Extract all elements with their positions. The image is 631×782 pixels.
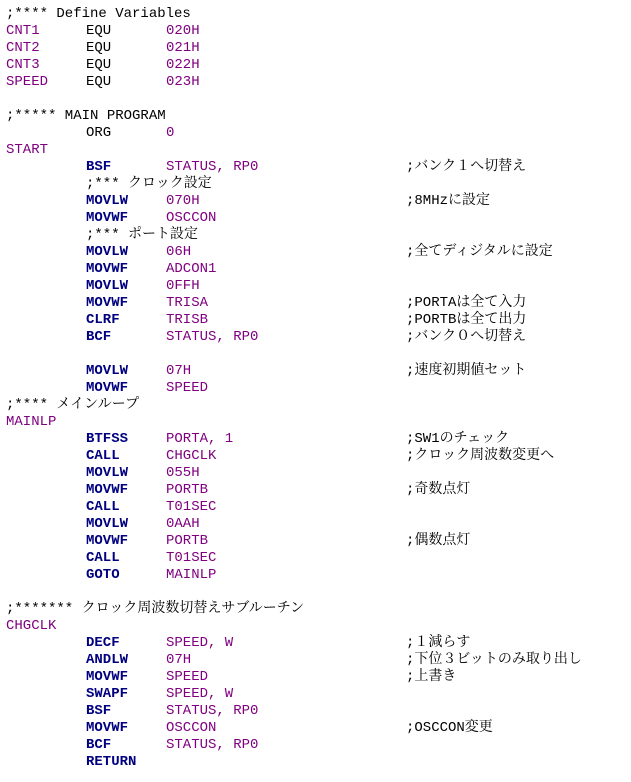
code-operand: 0: [166, 125, 175, 141]
code-opcode: BSF: [86, 159, 112, 175]
code-operand: SPEED: [166, 669, 209, 685]
code-opcode: CLRF: [86, 312, 120, 328]
code-operand: OSCCON: [166, 720, 217, 736]
code-operand: 020H: [166, 23, 200, 39]
code-operand: 06H: [166, 244, 192, 260]
code-label: SPEED: [6, 74, 49, 90]
code-label: START: [6, 142, 49, 158]
code-comment: ;１減らす: [406, 635, 471, 651]
code-opcode: MOVWF: [86, 533, 129, 549]
code-opcode: MOVLW: [86, 465, 129, 481]
code-operand: 0FFH: [166, 278, 200, 294]
code-opcode: MOVLW: [86, 516, 129, 532]
code-operand: 0AAH: [166, 516, 200, 532]
code-opcode: BCF: [86, 329, 112, 345]
code-opcode: ORG: [86, 125, 112, 141]
code-operand: STATUS, RP0: [166, 159, 259, 175]
code-operand: 070H: [166, 193, 200, 209]
code-opcode: ANDLW: [86, 652, 129, 668]
code-opcode: MOVWF: [86, 380, 129, 396]
code-operand: CHGCLK: [166, 448, 217, 464]
code-comment: ;PORTAは全て入力: [406, 295, 527, 311]
section-comment: ;**** Define Variables: [6, 6, 191, 22]
section-comment: ;***** MAIN PROGRAM: [6, 108, 166, 124]
code-opcode: CALL: [86, 448, 120, 464]
code-opcode: SWAPF: [86, 686, 129, 702]
code-comment: ;上書き: [406, 669, 457, 685]
code-opcode: MOVWF: [86, 295, 129, 311]
code-operand: SPEED, W: [166, 686, 234, 702]
code-label: CHGCLK: [6, 618, 57, 634]
code-comment: ;SW1のチェック: [406, 431, 510, 447]
code-operand: PORTA, 1: [166, 431, 234, 447]
indented-comment: ;*** ポート設定: [86, 227, 199, 243]
code-opcode: BSF: [86, 703, 112, 719]
code-opcode: DECF: [86, 635, 120, 651]
code-opcode: BTFSS: [86, 431, 129, 447]
code-opcode: MOVWF: [86, 669, 129, 685]
code-opcode: MOVLW: [86, 244, 129, 260]
code-comment: ;クロック周波数変更へ: [406, 448, 555, 464]
indented-comment: ;*** クロック設定: [86, 176, 212, 192]
code-comment: ;バンク１へ切替え: [406, 159, 527, 175]
code-operand: 07H: [166, 652, 192, 668]
code-operand: 07H: [166, 363, 192, 379]
code-opcode: BCF: [86, 737, 112, 753]
code-label: CNT2: [6, 40, 40, 56]
code-operand: SPEED, W: [166, 635, 234, 651]
code-opcode: MOVLW: [86, 193, 129, 209]
code-operand: TRISB: [166, 312, 209, 328]
code-operand: OSCCON: [166, 210, 217, 226]
code-comment: ;バンク０へ切替え: [406, 329, 527, 345]
code-operand: SPEED: [166, 380, 209, 396]
code-opcode: MOVLW: [86, 278, 129, 294]
code-opcode: MOVLW: [86, 363, 129, 379]
code-operand: 021H: [166, 40, 200, 56]
code-opcode: MOVWF: [86, 210, 129, 226]
code-operand: PORTB: [166, 533, 209, 549]
code-opcode: MOVWF: [86, 720, 129, 736]
code-opcode: RETURN: [86, 754, 137, 770]
code-label: MAINLP: [6, 414, 57, 430]
code-comment: ;全てディジタルに設定: [406, 244, 553, 260]
section-comment: ;**** メインループ: [6, 397, 140, 413]
code-comment: ;偶数点灯: [406, 533, 471, 549]
code-operand: PORTB: [166, 482, 209, 498]
code-label: CNT3: [6, 57, 40, 73]
code-operand: T01SEC: [166, 499, 217, 515]
code-comment: ;奇数点灯: [406, 482, 471, 498]
code-opcode: EQU: [86, 23, 112, 39]
code-opcode: GOTO: [86, 567, 120, 583]
code-comment: ;速度初期値セット: [406, 363, 527, 379]
code-operand: STATUS, RP0: [166, 703, 259, 719]
code-operand: STATUS, RP0: [166, 737, 259, 753]
code-opcode: EQU: [86, 74, 112, 90]
code-opcode: MOVWF: [86, 482, 129, 498]
code-label: CNT1: [6, 23, 40, 39]
code-comment: ;PORTBは全て出力: [406, 312, 527, 328]
code-operand: ADCON1: [166, 261, 217, 277]
code-operand: MAINLP: [166, 567, 217, 583]
code-comment: ;OSCCON変更: [406, 720, 493, 736]
code-operand: 055H: [166, 465, 200, 481]
code-opcode: CALL: [86, 499, 120, 515]
code-operand: 023H: [166, 74, 200, 90]
code-operand: TRISA: [166, 295, 209, 311]
code-comment: ;8MHzに設定: [406, 193, 491, 209]
code-operand: STATUS, RP0: [166, 329, 259, 345]
code-opcode: EQU: [86, 40, 112, 56]
code-operand: T01SEC: [166, 550, 217, 566]
code-comment: ;下位３ビットのみ取り出し: [406, 652, 582, 668]
code-opcode: CALL: [86, 550, 120, 566]
code-opcode: EQU: [86, 57, 112, 73]
section-comment: ;******* クロック周波数切替えサブルーチン: [6, 601, 305, 617]
code-operand: 022H: [166, 57, 200, 73]
code-opcode: MOVWF: [86, 261, 129, 277]
